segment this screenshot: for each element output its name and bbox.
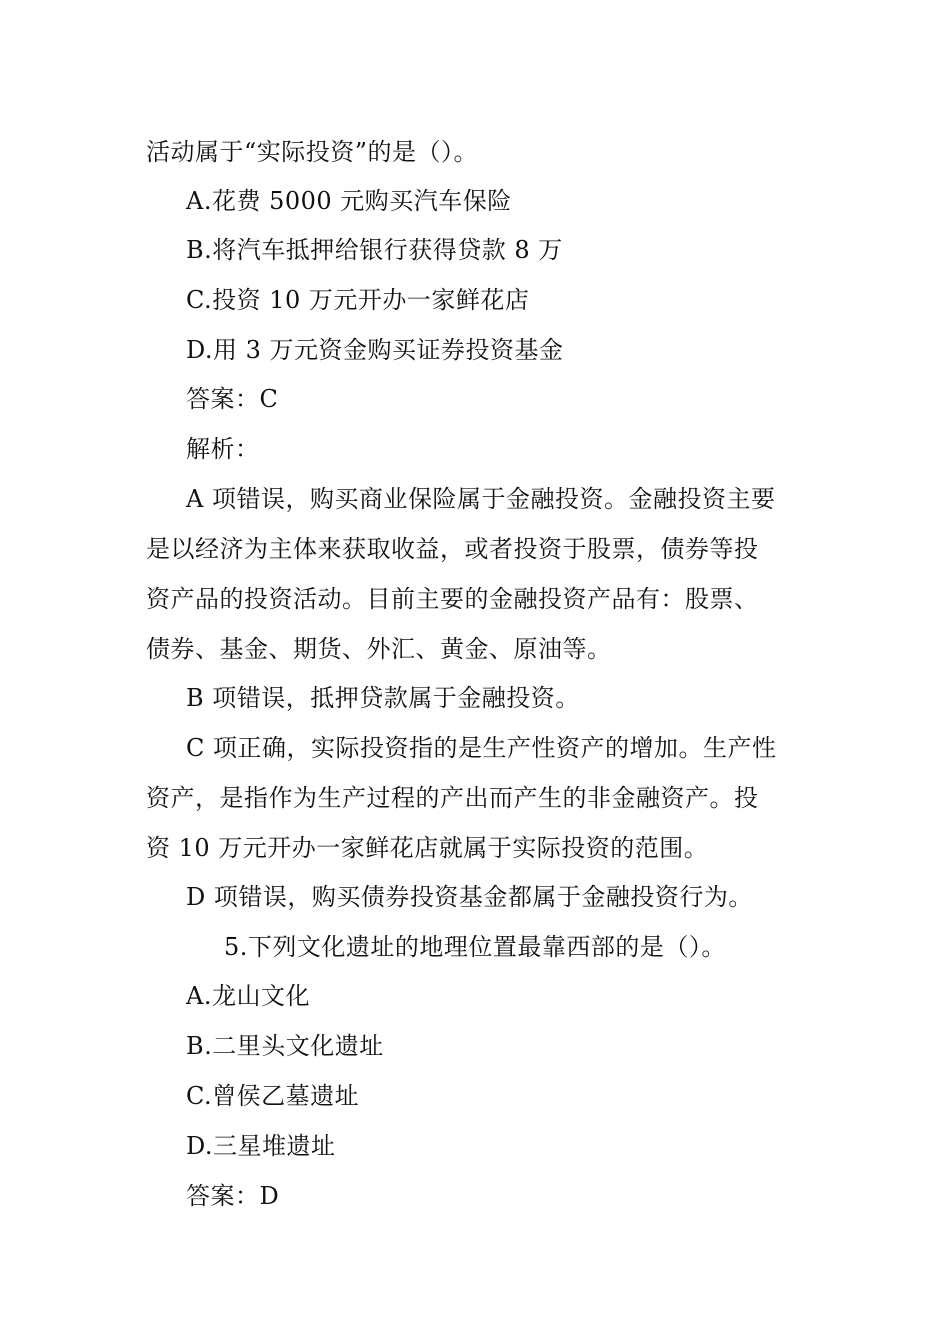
q5-option-a: A.龙山文化	[186, 982, 310, 1010]
q5-option-c: C.曾侯乙墓遗址	[186, 1082, 360, 1110]
option-c: C.投资 10 万元开办一家鲜花店	[186, 286, 530, 314]
analysis-a-line-2: 是以经济为主体来获取收益，或者投资于股票，债券等投	[146, 535, 759, 563]
option-a: A.花费 5000 元购买汽车保险	[186, 187, 512, 215]
option-d: D.用 3 万元资金购买证券投资基金	[186, 336, 564, 364]
q5-option-d: D.三星堆遗址	[186, 1132, 336, 1160]
analysis-a-line-4: 债券、基金、期货、外汇、黄金、原油等。	[146, 635, 612, 663]
q5-answer: 答案：D	[186, 1182, 280, 1210]
analysis-label: 解析：	[186, 435, 260, 463]
analysis-d: D 项错误，购买债券投资基金都属于金融投资行为。	[186, 883, 753, 911]
analysis-a-line-1: A 项错误，购买商业保险属于金融投资。金融投资主要	[186, 485, 776, 513]
analysis-b: B 项错误，抵押贷款属于金融投资。	[186, 684, 580, 712]
answer: 答案：C	[186, 385, 279, 413]
question-4-stem-tail: 活动属于“实际投资”的是（）。	[146, 138, 479, 166]
analysis-c-line-1: C 项正确，实际投资指的是生产性资产的增加。生产性	[186, 734, 777, 762]
option-b: B.将汽车抵押给银行获得贷款 8 万	[186, 236, 563, 264]
analysis-a-line-3: 资产品的投资活动。目前主要的金融投资产品有：股票、	[146, 585, 759, 613]
analysis-c-line-2: 资产，是指作为生产过程的产出而产生的非金融资产。投	[146, 784, 759, 812]
question-5-stem: 5.下列文化遗址的地理位置最靠西部的是（）。	[224, 933, 726, 961]
q5-option-b: B.二里头文化遗址	[186, 1032, 384, 1060]
analysis-c-line-3: 资 10 万元开办一家鲜花店就属于实际投资的范围。	[146, 834, 709, 862]
